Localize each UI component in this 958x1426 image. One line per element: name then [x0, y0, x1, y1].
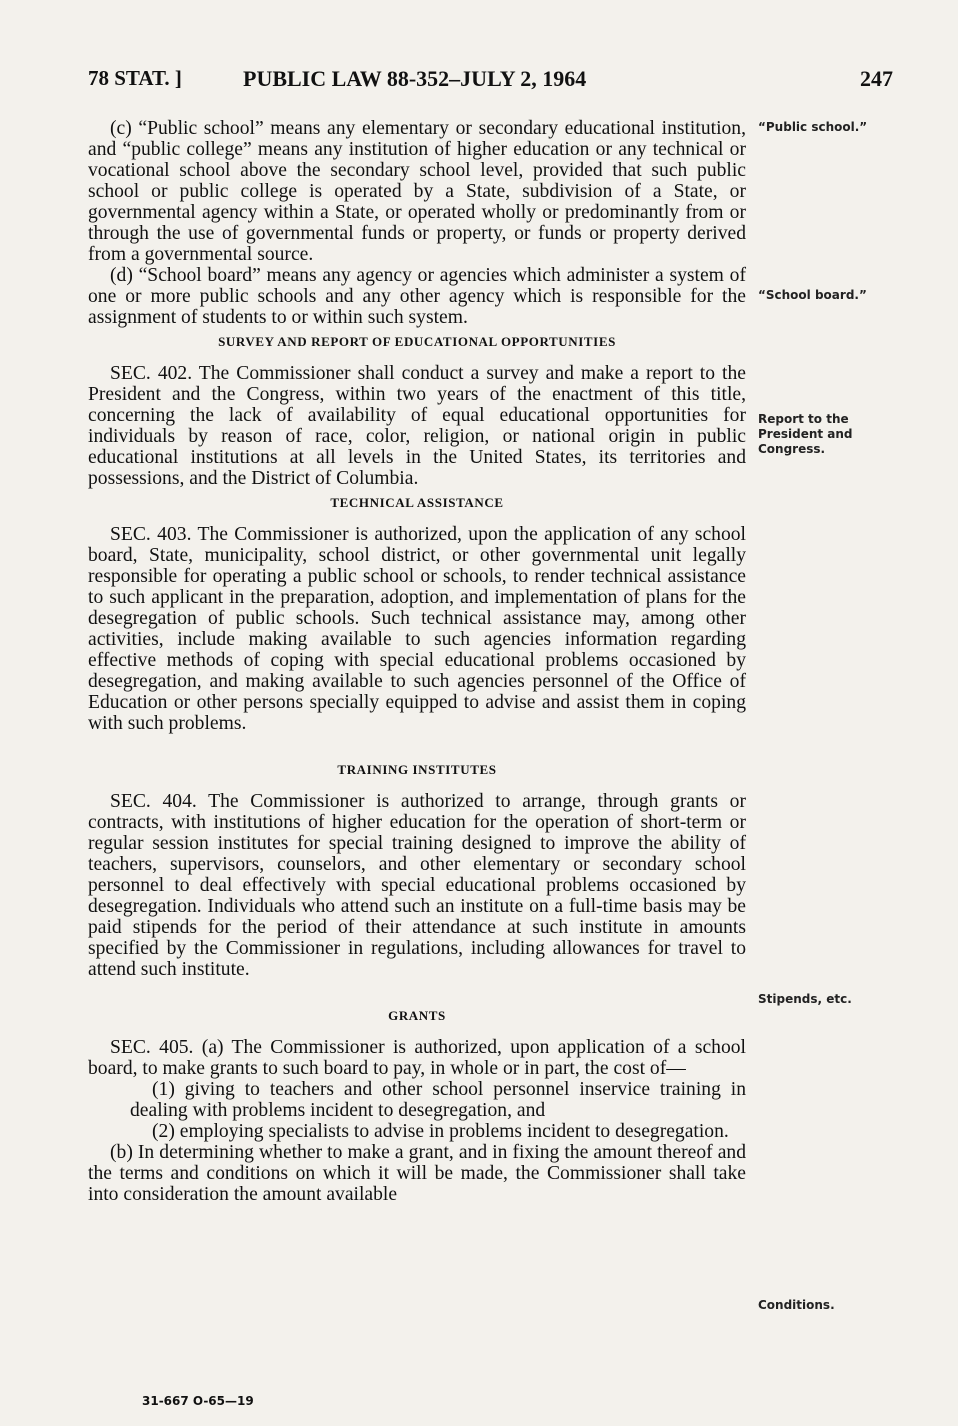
footer-print-code: 31-667 O-65—19	[142, 1394, 254, 1408]
heading-survey-report: SURVEY AND REPORT OF EDUCATIONAL OPPORTUNITIES	[218, 334, 616, 349]
paragraph-c-public-school: (c) “Public school” means any elementary or secondary educational institution, and “public college” means any institution of higher education or any technical or vocational school above the secondary school level, provided that such public school or public college is operated by a State, subdivision of a State, or governmental agency within a State, or operated wholly or predominantly from or through the use of governmental funds or property, or funds or property derived from a governmental source.	[88, 118, 746, 265]
section-403-text: The Commissioner is authorized, upon the application of any school board, State, municipality, school district, or other governmental unit legally responsible for operating a public school or schools, to render technical assistance to such applicant in the preparation, adoption, and implementation of plans for the desegregation of public schools. Such technical assistance may, among other activities, include making available to such agencies information regarding effective methods of coping with special educational problems occasioned by desegregation, and making available to such agencies personnel of the Office of Education or other persons specially equipped to advise and assist them in coping with such problems.	[88, 524, 747, 734]
section-403	[88, 524, 746, 734]
section-405	[88, 1037, 746, 1079]
heading-training-institutes: TRAINING INSTITUTES	[337, 762, 497, 777]
section-402-label: SEC. 402.	[110, 363, 193, 384]
margin-note-school-board: “School board.”	[758, 288, 867, 302]
document-body	[88, 118, 746, 1205]
section-405-text: (a) The Commissioner is authorized, upon application of a school board, to make grants to such board to pay, in whole or in part, the cost of—	[88, 1037, 746, 1079]
section-403-label: SEC. 403.	[110, 524, 192, 545]
section-405-b: (b) In determining whether to make a grant, and in fixing the amount thereof and the terms and conditions on which it will be made, the Commissioner shall take into consideration the amount available	[88, 1142, 746, 1205]
heading-grants: GRANTS	[388, 1008, 446, 1023]
margin-note-conditions: Conditions.	[758, 1298, 835, 1312]
section-404	[88, 791, 746, 980]
page-header	[88, 66, 893, 96]
margin-note-stipends: Stipends, etc.	[758, 992, 852, 1006]
section-402	[88, 363, 746, 489]
section-402-text: The Commissioner shall conduct a survey and make a report to the President and the Congress, within two years of the enactment of this title, concerning the lack of availability of equal educational opportunities for individuals by reason of race, color, religion, or national origin in public educational institutions at all levels in the United States, its territories and possessions, and the District of Columbia.	[88, 363, 746, 489]
margin-note-public-school: “Public school.”	[758, 120, 868, 134]
page-number: 247	[860, 66, 893, 91]
section-404-label: SEC. 404.	[110, 791, 197, 812]
page-title: PUBLIC LAW 88-352–JULY 2, 1964	[243, 66, 587, 91]
section-405-label: SEC. 405.	[110, 1037, 194, 1058]
margin-note-report: Report to the President and Congress.	[758, 412, 853, 456]
section-405-item-1: (1) giving to teachers and other school personnel inservice training in dealing with problems incident to desegregation, and	[130, 1079, 746, 1121]
section-404-text: The Commissioner is authorized to arrange, through grants or contracts, with institutions of higher education for the operation of short-term or regular session institutes for special training designed to improve the ability of teachers, supervisors, counselors, and other elementary or secondary school personnel to deal effectively with special educational problems occasioned by desegregation. Individuals who attend such an institute on a full-time basis may be paid stipends for the period of their attendance at such institute in amounts specified by the Commissioner in regulations, including allowances for travel to attend such institute.	[88, 791, 746, 980]
section-405-item-2: (2) employing specialists to advise in problems incident to desegregation.	[152, 1121, 729, 1142]
heading-technical-assistance: TECHNICAL ASSISTANCE	[330, 495, 504, 510]
statute-volume: 78 STAT. ]	[88, 66, 182, 90]
paragraph-d-school-board: (d) “School board” means any agency or agencies which administer a system of one or more public schools and any other agency which is responsible for the assignment of students to or within such system.	[88, 265, 746, 328]
